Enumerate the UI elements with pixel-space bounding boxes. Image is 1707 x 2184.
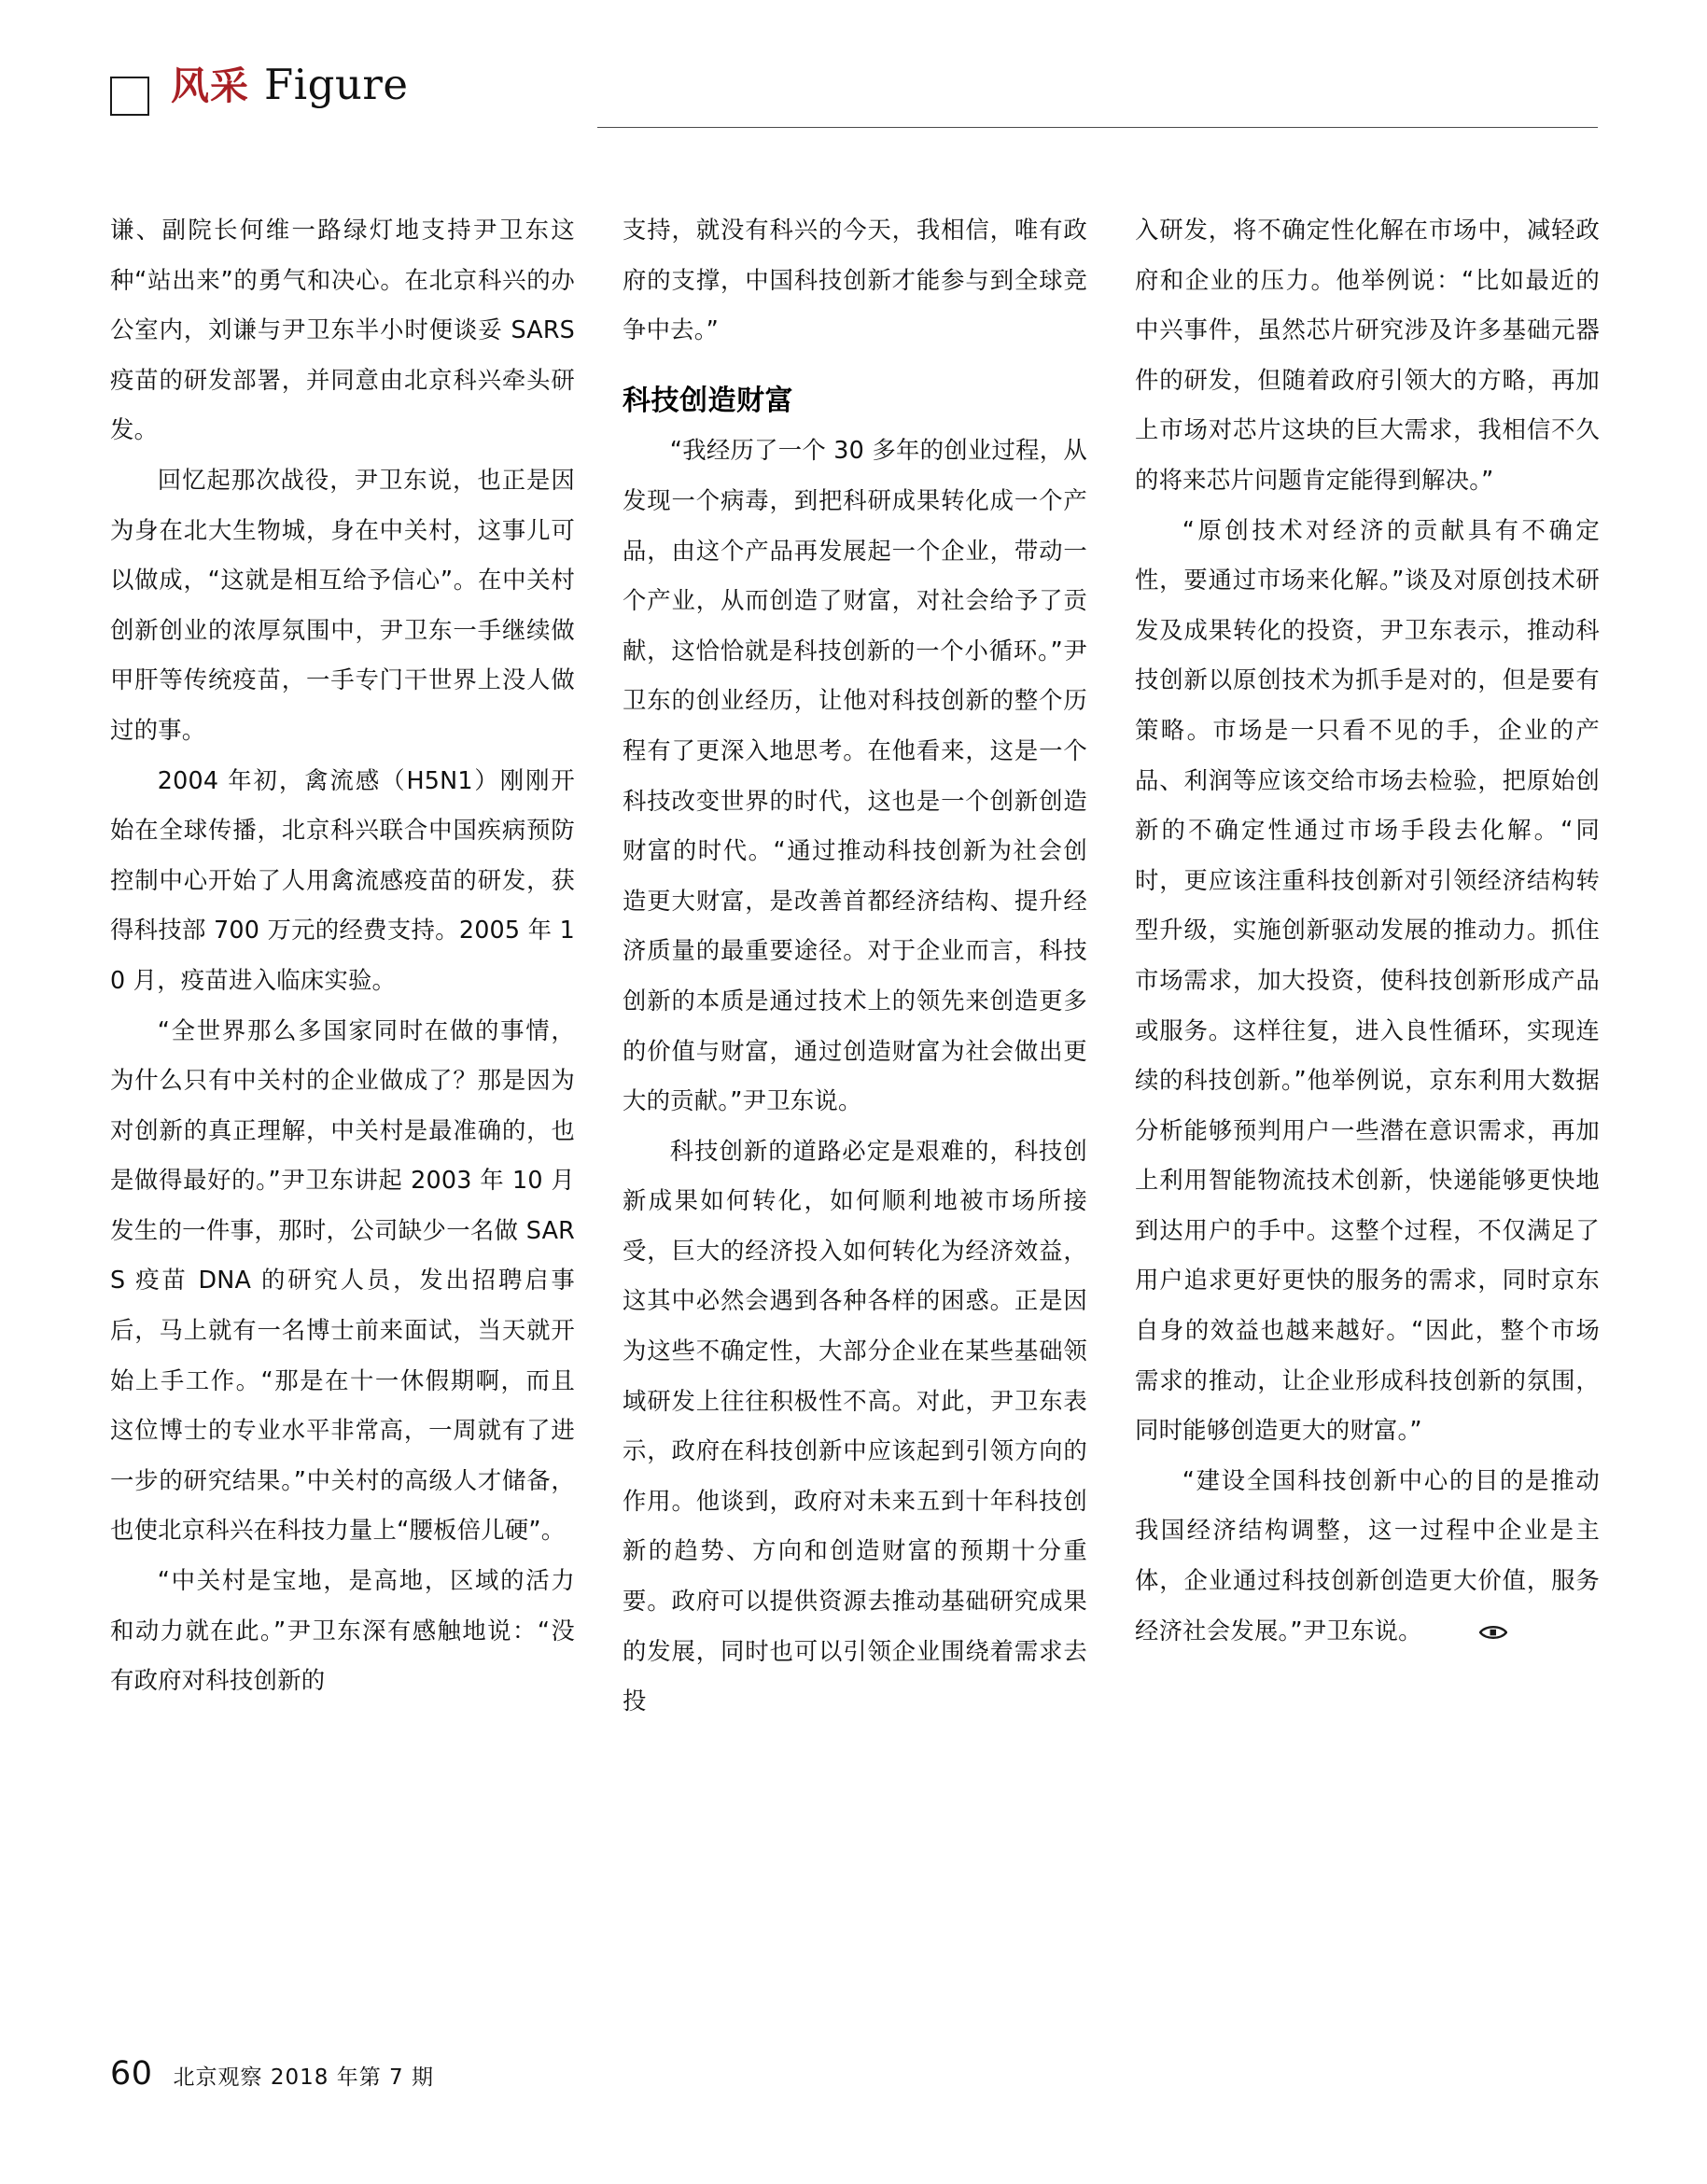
paragraph: “原创技术对经济的贡献具有不确定性，要通过市场来化解。”谈及对原创技术研发及成果转化的投资，尹卫东表示，推动科技创新以原创技术为抓手是对的，但是要有策略。市场是一只看不见的手，企业的产品、利润等应该交给市场去检验，把原始创新的不确定性通过市场手段去化解。“同时，更应该注重科技创新对引领经济结构转型升级，实施创新驱动发展的推动力。抓住市场需求，加大投资，使科技创新形成产品或服务。这样往复，进入良性循环，实现连续的科技创新。”他举例说，京东利用大数据分析能够预判用户一些潜在意识需求，再加上利用智能物流技术创新，快递能够更快地到达用户的手中。这整个过程，不仅满足了用户追求更好更快的服务的需求，同时京东自身的效益也越来越好。“因此，整个市场需求的推动，让企业形成科技创新的氛围，同时能够创造更大的财富。”: [1135, 515, 1600, 1445]
header-title-cn: 风采: [171, 63, 249, 108]
page-header: [0, 37, 1707, 109]
paragraph: 支持，就没有科兴的今天，我相信，唯有政府的支撑，中国科技创新才能参与到全球竞争中去。”: [623, 216, 1087, 344]
paragraph: “建设全国科技创新中心的目的是推动我国经济结构调整，这一过程中企业是主体，企业通过科技创新创造更大价值，服务经济社会发展。”尹卫东说。: [1135, 1465, 1600, 1645]
article-columns: [110, 205, 1600, 1979]
publication-info: 北京观察 2018 年第 7 期: [173, 2065, 434, 2090]
paragraph: 回忆起那次战役，尹卫东说，也正是因为身在北大生物城，身在中关村，这事儿可以做成，“这就是相互给予信心”。在中关村创新创业的浓厚氛围中，尹卫东一手继续做甲肝等传统疫苗，一手专门干世界上没人做过的事。: [110, 465, 575, 744]
paragraph: “中关村是宝地，是高地，区域的活力和动力就在此。”尹卫东深有感触地说：“没有政府对科技创新的: [110, 1566, 575, 1695]
page-footer: [110, 2055, 434, 2093]
header-title-en: Figure: [264, 60, 409, 109]
paragraph: “我经历了一个 30 多年的创业过程，从发现一个病毒，到把科研成果转化成一个产品，由这个产品再发展起一个企业，带动一个产业，从而创造了财富，对社会给予了贡献，这恰恰就是科技创新的一个小循环。”尹卫东的创业经历，让他对科技创新的整个历程有了更深入地思考。在他看来，这是一个科技改变世界的时代，这也是一个创新创造财富的时代。“通过推动科技创新为社会创造更大财富，是改善首都经济结构、提升经济质量的最重要途径。对于企业而言，科技创新的本质是通过技术上的领先来创造更多的价值与财富，通过创造财富为社会做出更大的贡献。”尹卫东说。: [623, 436, 1087, 1115]
leaf-endmark-icon: [1432, 1608, 1460, 1625]
column-1: [110, 205, 575, 1979]
paragraph: 2004 年初，禽流感（H5N1）刚刚开始在全球传播，北京科兴联合中国疾病预防控制中心开始了人用禽流感疫苗的研发，获得科技部 700 万元的经费支持。2005 年 10 月，疫苗进入临床实验。: [110, 765, 575, 994]
header-divider: [597, 127, 1598, 128]
section-heading: 科技创造财富: [623, 384, 793, 417]
page-number: 60: [110, 2055, 153, 2093]
square-outline-icon: [110, 77, 149, 116]
paragraph: 科技创新的道路必定是艰难的，科技创新成果如何转化，如何顺利地被市场所接受，巨大的经济投入如何转化为经济效益，这其中必然会遇到各种各样的困惑。正是因为这些不确定性，大部分企业在某些基础领域研发上往往积极性不高。对此，尹卫东表示，政府在科技创新中应该起到引领方向的作用。他谈到，政府对未来五到十年科技创新的趋势、方向和创造财富的预期十分重要。政府可以提供资源去推动基础研究成果的发展，同时也可以引领企业围绕着需求去投: [623, 1136, 1087, 1715]
column-2: [623, 205, 1087, 1979]
column-3: [1135, 205, 1600, 1979]
paragraph: “全世界那么多国家同时在做的事情，为什么只有中关村的企业做成了？那是因为对创新的真正理解，中关村是最准确的，也是做得最好的。”尹卫东讲起 2003 年 10 月发生的一件事，那时，公司缺少一名做 SARS 疫苗 DNA 的研究人员，发出招聘启事后，马上就有一名博士前来面试，当天就开始上手工作。“那是在十一休假期啊，而且这位博士的专业水平非常高，一周就有了进一步的研究结果。”中关村的高级人才储备，也使北京科兴在科技力量上“腰板倍儿硬”。: [110, 1015, 575, 1545]
paragraph: 谦、副院长何维一路绿灯地支持尹卫东这种“站出来”的勇气和决心。在北京科兴的办公室内，刘谦与尹卫东半小时便谈妥 SARS 疫苗的研发部署，并同意由北京科兴牵头研发。: [110, 216, 575, 444]
section-heading-spacer: [623, 356, 1087, 376]
paragraph: 入研发，将不确定性化解在市场中，减轻政府和企业的压力。他举例说：“比如最近的中兴事件，虽然芯片研究涉及许多基础元器件的研发，但随着政府引领大的方略，再加上市场对芯片这块的巨大需求，我相信不久的将来芯片问题肯定能得到解决。”: [1135, 216, 1600, 494]
